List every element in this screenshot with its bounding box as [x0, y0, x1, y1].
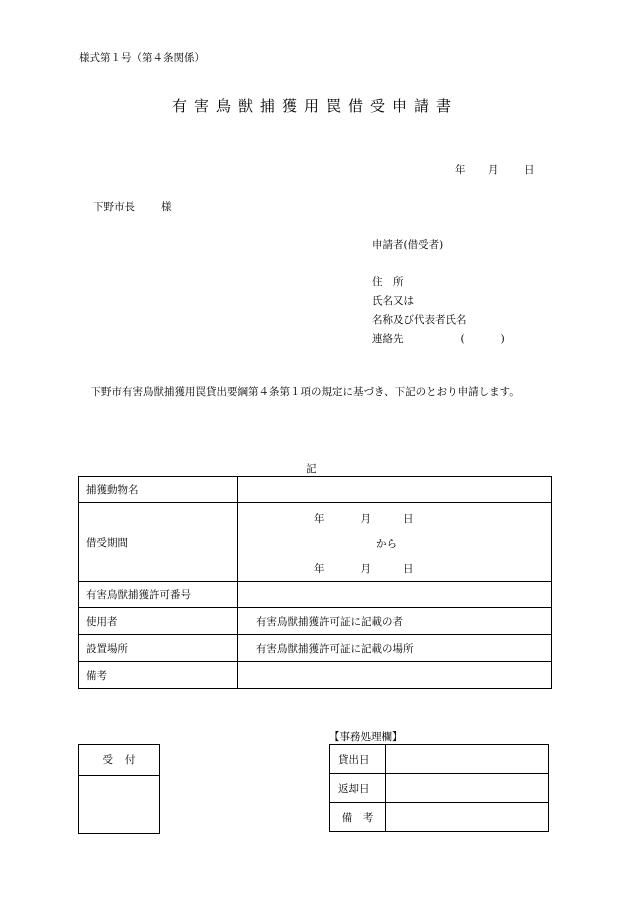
period-start-day: 日 — [403, 513, 414, 525]
lend-date-label: 貸出日 — [330, 745, 386, 774]
name-label-1: 氏名又は — [372, 295, 414, 307]
row-user — [79, 608, 552, 635]
period-end-day: 日 — [403, 563, 414, 575]
animal-value[interactable] — [238, 477, 552, 503]
reception-box — [78, 744, 160, 834]
row-permit — [79, 582, 552, 608]
applicant-block — [372, 236, 505, 349]
row-animal — [79, 477, 552, 503]
permit-label: 有害鳥獣捕獲許可番号 — [79, 582, 238, 608]
reception-label: 受付 — [79, 745, 159, 776]
form-number: 様式第１号（第４条関係） — [79, 52, 205, 64]
contact-label: 連絡先 — [372, 333, 404, 345]
contact-paren-open: ( — [460, 333, 465, 345]
applicant-heading: 申請者(借受者) — [372, 239, 444, 251]
contact-row — [372, 330, 505, 349]
date-day: 日 — [524, 164, 535, 176]
period-start-month: 月 — [360, 513, 371, 525]
user-label: 使用者 — [79, 608, 238, 635]
office-remarks-value[interactable] — [386, 803, 549, 832]
row-period — [79, 503, 552, 582]
office-row-return — [330, 774, 549, 803]
remarks-value[interactable] — [238, 662, 552, 689]
office-heading: 【事務処理欄】 — [329, 731, 403, 743]
body-text: 下野市有害鳥獣捕獲用罠貸出要綱第４条第１項の規定に基づき、下記のとおり申請します。 — [90, 386, 520, 398]
animal-label: 捕獲動物名 — [79, 477, 238, 503]
location-value: 有害鳥獣捕獲許可証に記載の場所 — [238, 635, 552, 662]
period-end-month: 月 — [360, 563, 371, 575]
location-label: 設置場所 — [79, 635, 238, 662]
form-title: 有害鳥獣捕獲用罠借受申請書 — [171, 97, 458, 115]
row-location — [79, 635, 552, 662]
period-end-year: 年 — [314, 563, 325, 575]
addressee-name: 下野市長 — [93, 201, 135, 213]
return-date-label: 返却日 — [330, 774, 386, 803]
date-month: 月 — [488, 164, 499, 176]
return-date-value[interactable] — [386, 774, 549, 803]
office-row-lend — [330, 745, 549, 774]
period-label: 借受期間 — [79, 503, 238, 582]
lend-date-value[interactable] — [386, 745, 549, 774]
contact-paren-close: ) — [500, 333, 505, 345]
office-table — [329, 744, 549, 832]
main-table — [78, 476, 552, 689]
address-label: 住 所 — [372, 276, 404, 288]
user-value: 有害鳥獣捕獲許可証に記載の者 — [238, 608, 552, 635]
addressee — [93, 199, 172, 214]
ki-label: 記 — [306, 463, 317, 475]
name-label-2: 名称及び代表者氏名 — [372, 314, 467, 326]
remarks-label: 備考 — [79, 662, 238, 689]
addressee-honorific: 様 — [161, 201, 172, 213]
period-value[interactable] — [238, 503, 552, 582]
date-year: 年 — [455, 164, 466, 176]
office-row-remarks — [330, 803, 549, 832]
row-remarks — [79, 662, 552, 689]
period-end — [314, 561, 414, 576]
period-start-year: 年 — [314, 513, 325, 525]
period-start — [314, 511, 414, 526]
period-from: から — [376, 538, 397, 550]
permit-value[interactable] — [238, 582, 552, 608]
office-remarks-label: 備 考 — [330, 803, 386, 832]
